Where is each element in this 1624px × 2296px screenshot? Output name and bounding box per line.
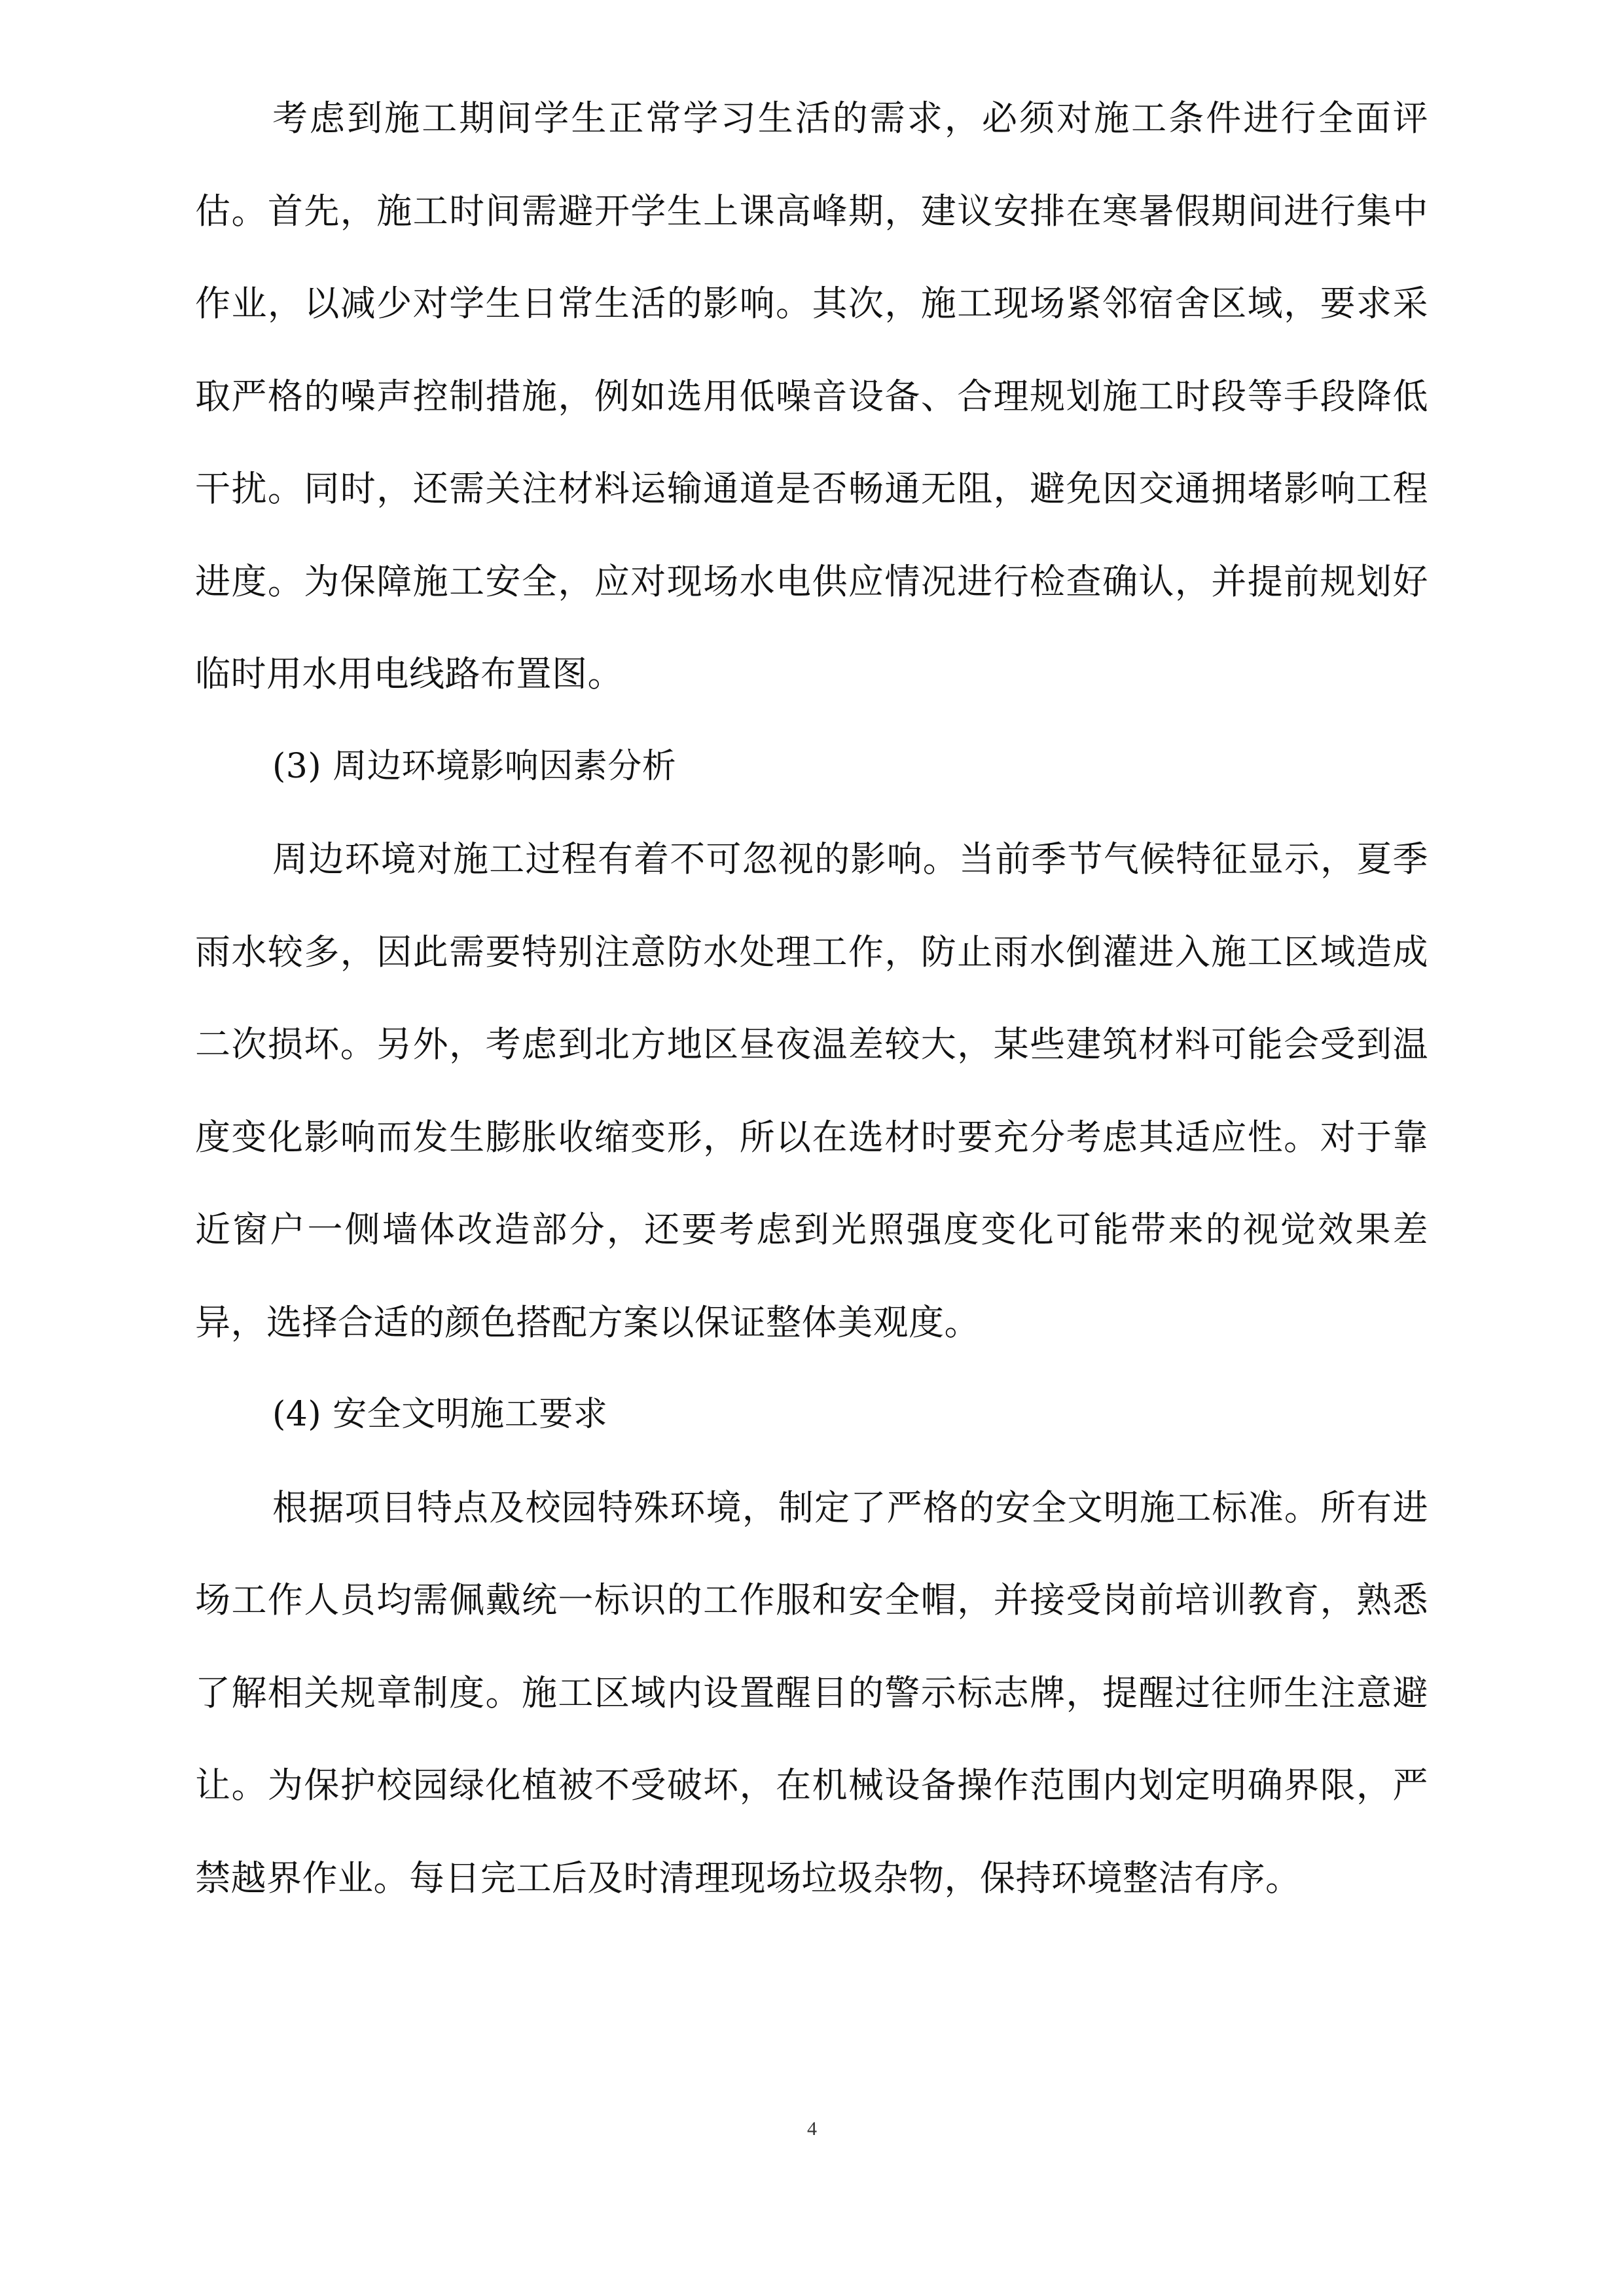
page-content xyxy=(195,72,1428,1924)
section-heading-environment: (3) 周边环境影响因素分析 xyxy=(272,746,677,786)
section-heading-safety: (4) 安全文明施工要求 xyxy=(272,1395,608,1434)
page-number: 4 xyxy=(807,2118,817,2140)
paragraph-construction-conditions: 考虑到施工期间学生正常学习生活的需求，必须对施工条件进行全面评估。首先，施工时间需避开学生上课高峰期，建议安排在寒暑假期间进行集中作业，以减少对学生日常生活的影响。其次，施工现场紧邻宿舍区域，要求采取严格的噪声控制措施，例如选用低噪音设备、合理规划施工时段等手段降低干扰。同时，还需关注材料运输通道是否畅通无阻，避免因交通拥堵影响工程进度。为保障施工安全，应对现场水电供应情况进行检查确认，并提前规划好临时用水用电线路布置图。 xyxy=(195,98,1428,694)
paragraph-safety-requirements: 根据项目特点及校园特殊环境，制定了严格的安全文明施工标准。所有进场工作人员均需佩戴统一标识的工作服和安全帽，并接受岗前培训教育，熟悉了解相关规章制度。施工区域内设置醒目的警示标志牌，提醒过往师生注意避让。为保护校园绿化植被不受破坏，在机械设备操作范围内划定明确界限，严禁越界作业。每日完工后及时清理现场垃圾杂物，保持环境整洁有序。 xyxy=(195,1486,1428,1899)
paragraph-environment-impact: 周边环境对施工过程有着不可忽视的影响。当前季节气候特征显示，夏季雨水较多，因此需要特别注意防水处理工作，防止雨水倒灌进入施工区域造成二次损坏。另外，考虑到北方地区昼夜温差较大，某些建筑材料可能会受到温度变化影响而发生膨胀收缩变形，所以在选材时要充分考虑其适应性。对于靠近窗户一侧墙体改造部分，还要考虑到光照强度变化可能带来的视觉效果差异，选择合适的颜色搭配方案以保证整体美观度。 xyxy=(195,838,1428,1343)
